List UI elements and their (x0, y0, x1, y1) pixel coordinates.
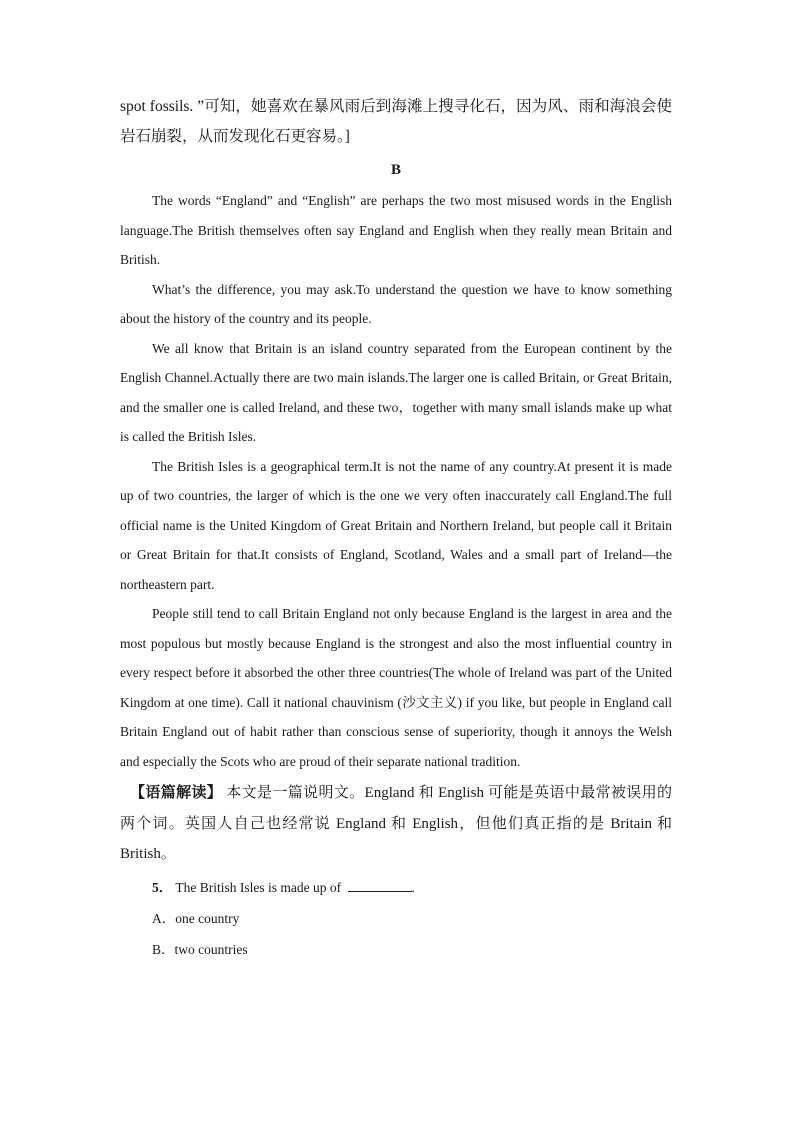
option-b[interactable]: B．two countries (152, 941, 248, 957)
question-stem: The British Isles is made up of (175, 879, 342, 895)
passage-paragraph-1: The words “England” and “English” are perhaps the two most misused words in the English language.The British themselves often say England and English when they really mean Britain and British. (120, 193, 672, 267)
passage-paragraph-5: People still tend to call Britain England not only because England is the largest in area and the most populous but mostly because England is the strongest and also the most influential country in every respect before it absorbed the other three countries(The whole of Ireland was part of the United Kingdom at one time). Call it national chauvinism (沙文主义) if you like, but people in England call Britain England out of habit rather than conscious sense of superiority, though it annoys the Welsh and especially the Scots who are proud of their separate national tradition. (120, 606, 672, 769)
question-number: 5． (152, 879, 173, 895)
option-a[interactable]: A．one country (152, 910, 240, 926)
passage-paragraph-2: What’s the difference, you may ask.To understand the question we have to know something about the history of the country and its people. (120, 281, 672, 326)
document-page (120, 92, 672, 965)
section-title: B (390, 162, 401, 178)
passage-paragraph-3: We all know that Britain is an island country separated from the European continent by the English Channel.Actually there are two main islands.The larger one is called Britain, or Great Britain, and the smaller one is called Ireland, and these two，together with many small islands make up what is called the British Isles. (120, 340, 672, 444)
top-paragraph: spot fossils. ”可知，她喜欢在暴风雨后到海滩上搜寻化石，因为风、雨和海浪会使岩石崩裂，从而发现化石更容易。] (120, 98, 672, 145)
analysis-label: 【语篇解读】 (130, 785, 223, 801)
answer-blank[interactable] (348, 878, 412, 892)
question-end: . (411, 879, 415, 895)
question-5 (152, 872, 672, 903)
passage-paragraph-4: The British Isles is a geographical term.It is not the name of any country.At present it is made up of two countries, the larger of which is the one we very often inaccurately call England.The full official name is the United Kingdom of Great Britain and Northern Ireland, but people call it Britain or Great Britain for that.It consists of England, Scotland, Wales and a small part of Ireland—the northeastern part. (120, 458, 672, 592)
discourse-analysis (120, 778, 672, 870)
analysis-text: 本文是一篇说明文。England 和 English 可能是英语中最常被误用的两个词。英国人自己也经常说 England 和 English，但他们真正指的是 Britain 和 British。 (120, 785, 673, 862)
